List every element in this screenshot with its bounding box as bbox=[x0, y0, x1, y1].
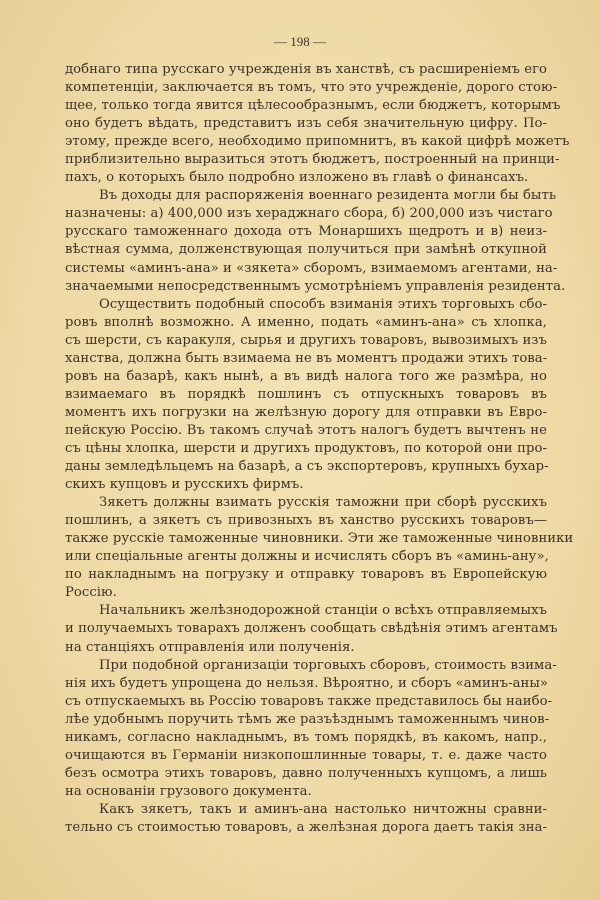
text-line: на основаніи грузового документа. bbox=[65, 783, 312, 799]
text-line: приблизительно выразиться этотъ бюджетъ, построенный на принци- bbox=[65, 152, 560, 168]
text-line: съ шерсти, съ каракуля, сырья и другихъ товаровъ, вывозимыхъ изъ bbox=[65, 332, 547, 348]
text-line: назначены: а) 400,000 изъ хераджнаго сбора, б) 200,000 изъ чистаго bbox=[65, 206, 553, 222]
text-line: даны земледѣльцемъ на базарѣ, а съ экспортеровъ, крупныхъ бухар- bbox=[65, 459, 549, 475]
text-line: ханства, должна быть взимаема не въ моментъ продажи этихъ това- bbox=[65, 350, 548, 366]
text-line: скихъ купцовъ и русскихъ фирмъ. bbox=[65, 477, 304, 493]
text-line: моментъ ихъ погрузки на желѣзную дорогу для отправки въ Евро- bbox=[65, 404, 547, 420]
text-line: тельно съ стоимостью товаровъ, а желѣзная дорога даетъ такія зна- bbox=[65, 819, 547, 835]
paragraph bbox=[65, 61, 570, 187]
text-line: Зякетъ должны взимать русскія таможни при сборѣ русскихъ bbox=[99, 495, 547, 511]
paragraph bbox=[65, 657, 557, 801]
text-line: на станціяхъ отправленія или полученія. bbox=[65, 639, 355, 655]
text-line: добнаго типа русскаго учрежденія въ ханствѣ, съ расширеніемъ его bbox=[65, 62, 548, 77]
text-line: вѣстная сумма, долженствующая получиться при замѣнѣ откупной bbox=[65, 242, 547, 258]
text-line: компетенціи, заключается въ томъ, что это учрежденіе, дорого стою- bbox=[65, 80, 558, 96]
text-line: лѣе удобнымъ поручить тѣмъ же разъѣзднымъ таможеннымъ чинов- bbox=[65, 711, 550, 727]
text-line: очищаются въ Германіи низкопошлинные товары, т. е. даже часто bbox=[65, 747, 547, 763]
text-line: Россію. bbox=[65, 585, 117, 601]
text-line: взимаемаго въ порядкѣ пошлинъ съ отпускныхъ товаровъ въ bbox=[65, 386, 547, 402]
text-line: никамъ, согласно накладнымъ, въ томъ порядкѣ, въ какомъ, напр., bbox=[65, 729, 547, 745]
text-line: ровъ на базарѣ, какъ нынѣ, а въ видѣ налога того же размѣра, но bbox=[65, 368, 547, 384]
text-line: Осуществить подобный способъ взиманія этихъ торговыхъ сбо- bbox=[99, 296, 547, 312]
paragraph bbox=[65, 602, 558, 656]
text-line: пейскую Россію. Въ такомъ случаѣ этотъ налогъ будетъ вычтенъ не bbox=[65, 422, 547, 438]
page-number: — 198 — bbox=[274, 34, 326, 49]
text-line: Начальникъ желѣзнодорожной станціи о всѣхъ отправляемыхъ bbox=[99, 603, 547, 619]
text-line: пахъ, о которыхъ было подробно изложено въ главѣ о финансахъ. bbox=[65, 170, 529, 186]
text-line: нія ихъ будетъ упрощена до нельзя. Вѣроятно, и сборъ «аминъ-аны» bbox=[65, 675, 549, 691]
paragraph bbox=[65, 801, 547, 837]
text-line: При подобной организаціи торговыхъ сборовъ, стоимость взима- bbox=[99, 657, 557, 673]
paragraph bbox=[65, 187, 566, 295]
text-line: пошлинъ, а зякетъ съ привозныхъ въ ханство русскихъ товаровъ— bbox=[65, 513, 547, 529]
text-line: Въ доходы для распоряженія военнаго резидента могли бы быть bbox=[99, 188, 557, 204]
paragraph bbox=[65, 296, 547, 495]
text-line: значаемыми непосредственнымъ усмотрѣніемъ управленія резидента. bbox=[65, 278, 566, 294]
body-text bbox=[65, 61, 574, 837]
text-line: этому, прежде всего, необходимо припомнитъ, въ какой цифрѣ можетъ bbox=[65, 134, 570, 150]
text-line: ровъ вполнѣ возможно. А именно, подать «аминъ-ана» съ хлопка, bbox=[65, 314, 547, 330]
text-line: и получаемыхъ товарахъ долженъ сообщать свѣдѣнія этимъ агентамъ bbox=[65, 621, 558, 637]
paragraph bbox=[65, 494, 574, 602]
text-line: системы «аминъ-ана» и «зякета» сборомъ, взимаемомъ агентами, на- bbox=[65, 260, 558, 276]
text-line: или спеціальные агенты должны и исчислять сборъ въ «аминь-ану», bbox=[65, 549, 549, 565]
text-line: русскаго таможеннаго дохода отъ Монаршихъ щедротъ и в) неиз- bbox=[65, 224, 547, 240]
text-line: щее, только тогда явится цѣлесообразнымъ, если бюджетъ, которымъ bbox=[65, 98, 561, 114]
text-line: безъ осмотра этихъ товаровъ, давно полученныхъ купцомъ, а лишь bbox=[65, 765, 547, 781]
text-line: Какъ зякетъ, такъ и аминъ-ана настолько ничтожны сравни- bbox=[99, 801, 547, 817]
text-line: съ цѣны хлопка, шерсти и другихъ продуктовъ, по которой они про- bbox=[65, 440, 547, 456]
text-line: съ отпускаемыхъ вь Россію товаровъ также представилось бы наибо- bbox=[65, 693, 553, 709]
text-line: по накладнымъ на погрузку и отправку товаровъ въ Европейскую bbox=[65, 567, 547, 583]
text-line: оно будетъ вѣдать, представитъ изъ себя значительную цифру. По- bbox=[65, 116, 547, 132]
text-line: также русскіе таможенные чиновники. Эти же таможенные чиновники bbox=[65, 531, 574, 547]
